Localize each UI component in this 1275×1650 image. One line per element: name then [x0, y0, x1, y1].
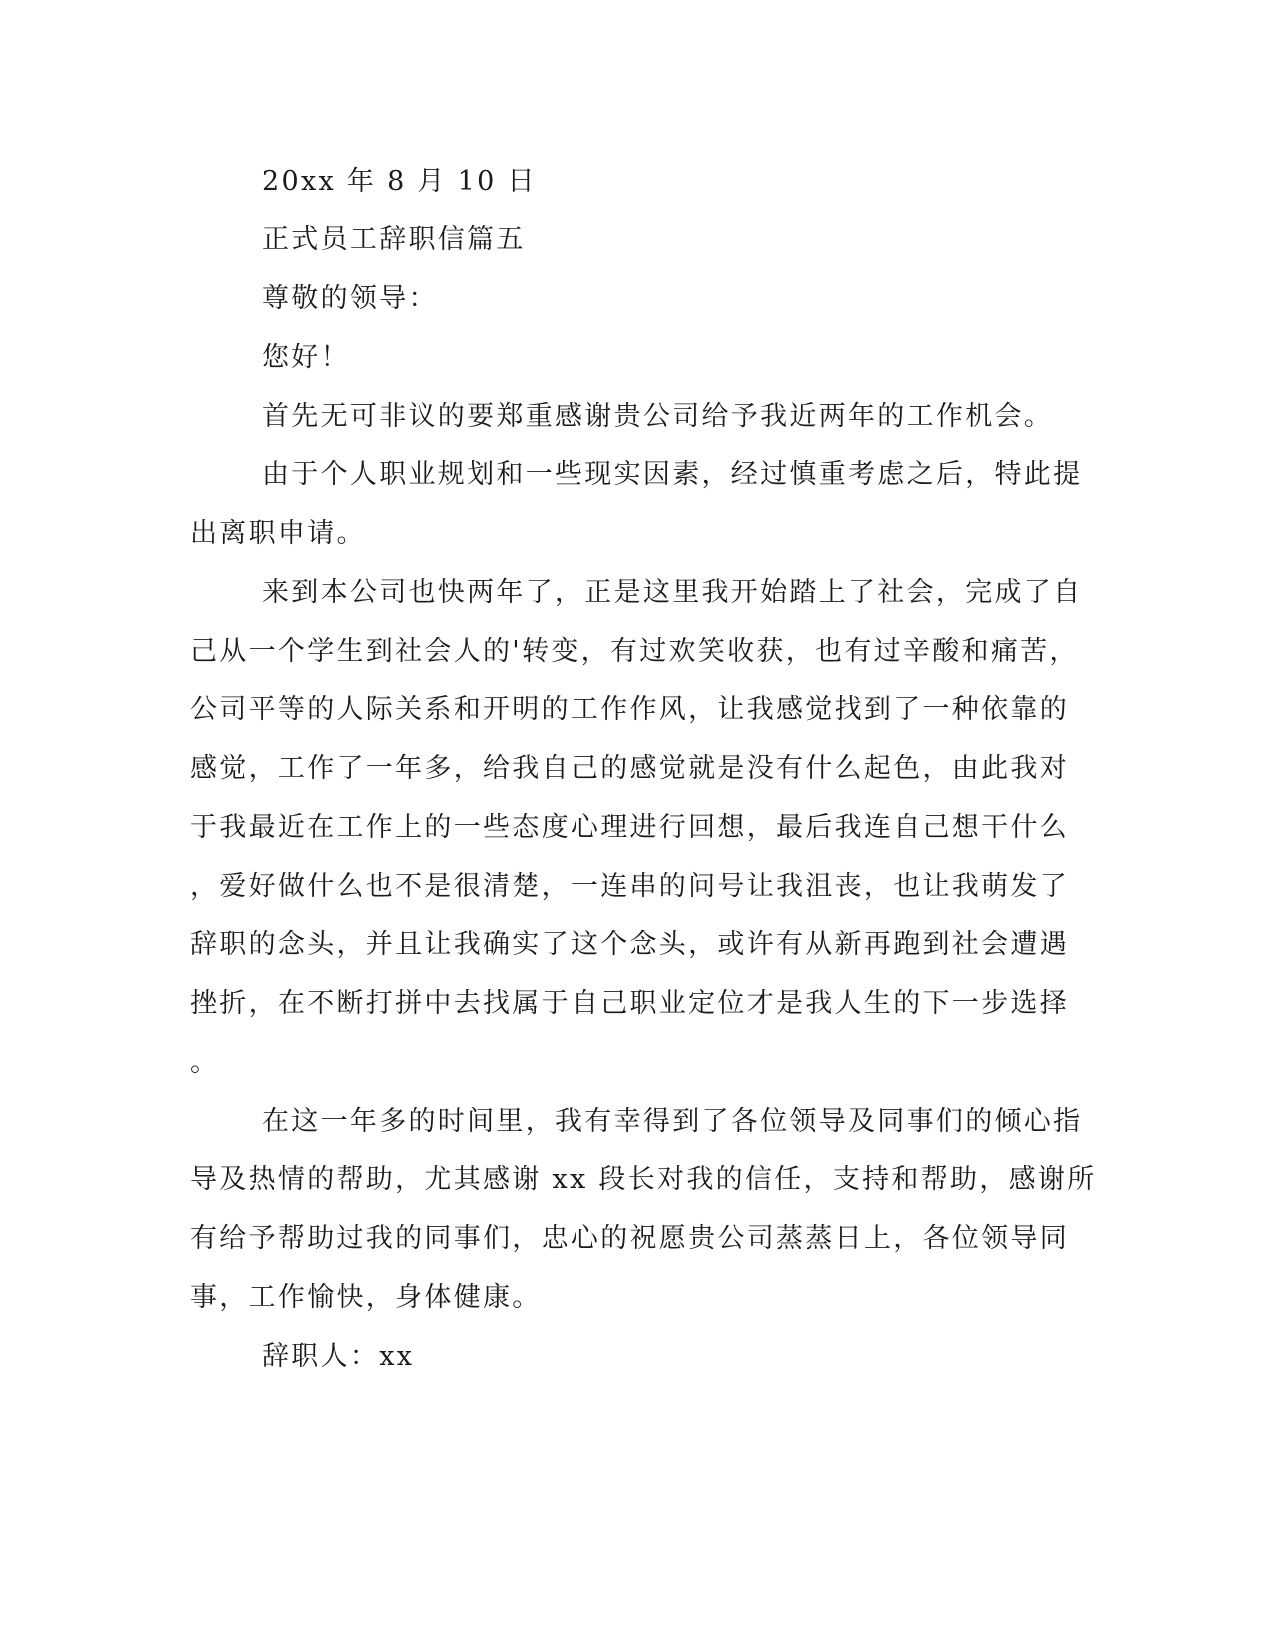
paragraph-3-line-7: 辞职的念头，并且让我确实了这个念头，或许有从新再跑到社会遭遇 — [190, 929, 1069, 960]
paragraph-3-line-4: 感觉，工作了一年多，给我自己的感觉就是没有什么起色，由此我对 — [190, 753, 1069, 784]
paragraph-4-line-4: 事，工作愉快，身体健康。 — [190, 1282, 542, 1313]
date-line: 20xx 年 8 月 10 日 — [262, 166, 537, 197]
signature-line: 辞职人：xx — [262, 1341, 415, 1372]
paragraph-3-line-5: 于我最近在工作上的一些态度心理进行回想，最后我连自己想干什么 — [190, 812, 1069, 843]
salutation: 尊敬的领导： — [262, 283, 438, 314]
paragraph-4-line-1: 在这一年多的时间里，我有幸得到了各位领导及同事们的倾心指 — [262, 1106, 1083, 1137]
paragraph-1-line-1: 首先无可非议的要郑重感谢贵公司给予我近两年的工作机会。 — [262, 401, 1054, 432]
paragraph-3-line-3: 公司平等的人际关系和开明的工作作风，让我感觉找到了一种依靠的 — [190, 694, 1069, 725]
paragraph-4-line-3: 有给予帮助过我的同事们，忠心的祝愿贵公司蒸蒸日上，各位领导同 — [190, 1223, 1069, 1254]
paragraph-3-line-9: 。 — [190, 1047, 220, 1078]
paragraph-3-line-6: ，爱好做什么也不是很清楚，一连串的问号让我沮丧，也让我萌发了 — [190, 871, 1069, 902]
paragraph-3-line-1: 来到本公司也快两年了，正是这里我开始踏上了社会，完成了自 — [262, 577, 1083, 608]
greeting: 您好！ — [262, 342, 350, 373]
paragraph-3-line-2: 己从一个学生到社会人的'转变，有过欢笑收获，也有过辛酸和痛苦， — [190, 636, 1079, 667]
paragraph-4-line-2: 导及热情的帮助，尤其感谢 xx 段长对我的信任，支持和帮助，感谢所 — [190, 1164, 1097, 1195]
paragraph-2-line-2: 出离职申请。 — [190, 518, 366, 549]
paragraph-2-line-1: 由于个人职业规划和一些现实因素，经过慎重考虑之后，特此提 — [262, 459, 1083, 490]
paragraph-3-line-8: 挫折，在不断打拼中去找属于自己职业定位才是我人生的下一步选择 — [190, 988, 1069, 1019]
letter-title: 正式员工辞职信篇五 — [262, 224, 526, 255]
